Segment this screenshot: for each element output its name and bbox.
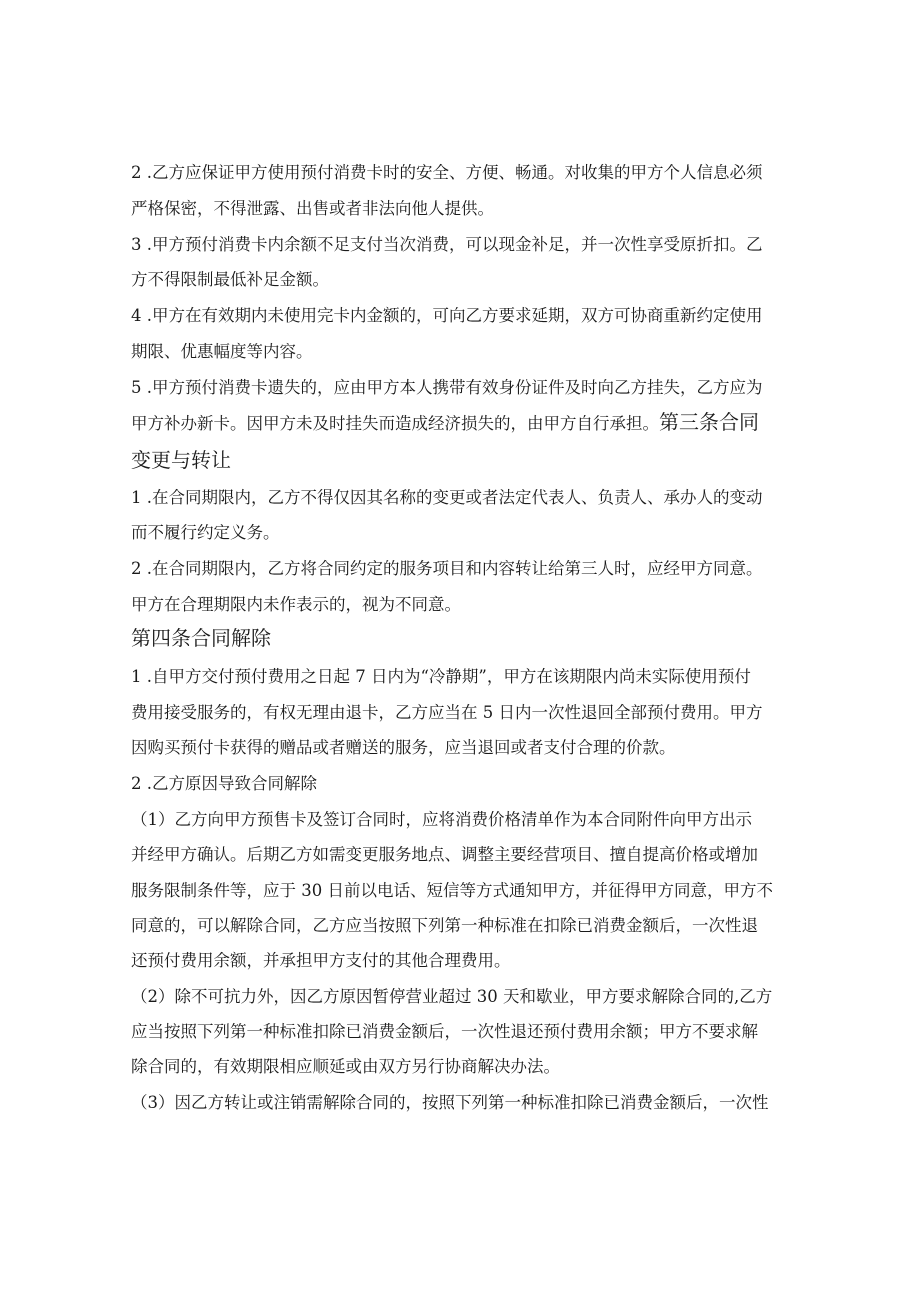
sec3-item2-line2: 甲方在合理期限内未作表示的，视为不同意。 (131, 595, 461, 614)
sec4-item1-line2: 费用接受服务的，有权无理由退卡，乙方应当在 5 日内一次性退回全部预付费用。甲方 (131, 703, 763, 722)
sec3-item2-line1: 2 .在合同期限内，乙方将合同约定的服务项目和内容转让给第三人时，应经甲方同意。 (131, 559, 763, 578)
sec4-sub1-line3: 服务限制条件等，应于 30 日前以电话、短信等方式通知甲方，并征得甲方同意，甲方不 (131, 881, 773, 900)
sec2-item5-line2-text: 甲方补办新卡。因甲方未及时挂失而造成经济损失的，由甲方自行承担。 (131, 414, 659, 433)
sec3-item1-line2: 而不履行约定义务。 (131, 523, 280, 542)
sec4-sub1-line4: 同意的，可以解除合同，乙方应当按照下列第一种标准在扣除已消费金额后，一次性退 (131, 916, 758, 935)
section3-heading-part2: 变更与转让 (131, 448, 231, 472)
sec2-item2-line1: 2 .乙方应保证甲方使用预付消费卡时的安全、方便、畅通。对收集的甲方个人信息必须 (131, 163, 763, 182)
sec4-sub2-line2: 应当按照下列第一种标准扣除已消费金额后，一次性退还预付费用余额；甲方不要求解 (131, 1022, 758, 1041)
sec4-sub3-line1: （3）因乙方转让或注销需解除合同的，按照下列第一种标准扣除已消费金额后，一次性 (131, 1093, 769, 1112)
sec4-item2-title: 2 .乙方原因导致合同解除 (131, 774, 317, 793)
sec3-item1-line1: 1 .在合同期限内，乙方不得仅因其名称的变更或者法定代表人、负责人、承办人的变动 (131, 488, 763, 507)
sec2-item5-line1: 5 .甲方预付消费卡遗失的，应由甲方本人携带有效身份证件及时向乙方挂失，乙方应为 (131, 378, 763, 397)
sec4-sub1-line2: 并经甲方确认。后期乙方如需变更服务地点、调整主要经营项目、擅自提高价格或增加 (131, 845, 758, 864)
sec4-item1-line1: 1 .自甲方交付预付费用之日起 7 日内为“冷静期”，甲方在该期限内尚未实际使用预付 (131, 667, 751, 686)
section3-heading-part1: 第三条合同 (659, 410, 759, 434)
sec2-item5-line2 (131, 410, 796, 436)
sec2-item4-line1: 4 .甲方在有效期内未使用完卡内金额的，可向乙方要求延期，双方可协商重新约定使用 (131, 306, 763, 325)
sec2-item4-line2: 期限、优惠幅度等内容。 (131, 342, 313, 361)
sec4-sub1-line5: 还预付费用余额，并承担甲方支付的其他合理费用。 (131, 951, 511, 970)
sec2-item3-line1: 3 .甲方预付消费卡内余额不足支付当次消费，可以现金补足，并一次性享受原折扣。乙 (131, 235, 763, 254)
sec4-item1-line3: 因购买预付卡获得的赠品或者赠送的服务，应当退回或者支付合理的价款。 (131, 738, 676, 757)
sec2-item2-line2: 严格保密，不得泄露、出售或者非法向他人提供。 (131, 199, 494, 218)
sec4-sub2-line3: 除合同的，有效期限相应顺延或由双方另行协商解决办法。 (131, 1057, 560, 1076)
sec2-item3-line2: 方不得限制最低补足金额。 (131, 270, 329, 289)
sec4-sub2-line1: （2）除不可抗力外，因乙方原因暂停营业超过 30 天和歇业，甲方要求解除合同的,乙方 (131, 987, 773, 1006)
section4-heading: 第四条合同解除 (131, 626, 271, 650)
sec4-sub1-line1: （1）乙方向甲方预售卡及签订合同时，应将消费价格清单作为本合同附件向甲方出示 (131, 810, 752, 829)
